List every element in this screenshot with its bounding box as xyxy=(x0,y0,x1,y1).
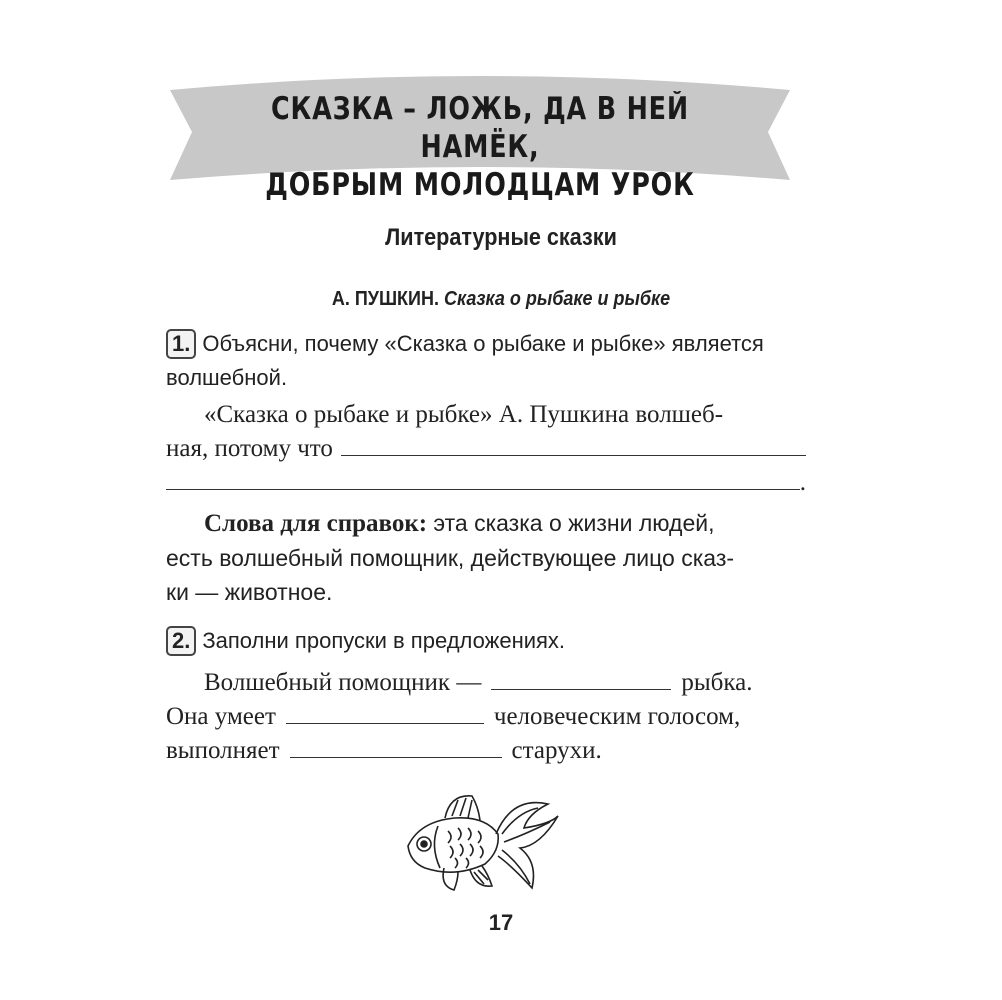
task-2-number: 2. xyxy=(166,626,196,656)
author-name: А. ПУШКИН. xyxy=(331,288,439,310)
task-1-answer: «Сказка о рыбаке и рыбке» А. Пушкина волшеб- ная, потому что . xyxy=(166,398,806,500)
page-number: 17 xyxy=(488,910,514,935)
task-2-prompt-text: Заполни пропуски в предложениях. xyxy=(202,628,566,653)
sentence-3-end: старухи. xyxy=(511,737,602,764)
goldfish-drawing xyxy=(400,776,560,896)
sentence-1-end: рыбка. xyxy=(681,669,753,696)
banner-line-2: ДОБРЫМ МОЛОДЦАМ УРОК xyxy=(265,167,695,203)
hint-line-3: ки — животное. xyxy=(166,579,333,605)
sentence-2-start: Она умеет xyxy=(166,703,276,730)
task-1-answer-line-2: ная, потому что xyxy=(166,435,333,462)
task-1-answer-line-1: «Сказка о рыбаке и рыбке» А. Пушкина волшеб- xyxy=(204,401,724,428)
task-1-prompt-line-2: волшебной. xyxy=(166,365,288,390)
blank-helper[interactable] xyxy=(491,669,671,690)
task-1-number: 1. xyxy=(166,329,196,359)
sentence-2-end: человеческим голосом, xyxy=(493,703,741,730)
work-title: Сказка о рыбаке и рыбке xyxy=(443,288,671,310)
banner-text xyxy=(226,90,734,204)
sentence-3-start: выполняет xyxy=(166,737,280,764)
task-2-prompt xyxy=(166,624,806,658)
task-1-prompt-line-1: Объясни, почему «Сказка о рыбаке и рыбке» является xyxy=(202,331,764,356)
task-1-hint xyxy=(166,506,806,609)
answer-blank-1[interactable] xyxy=(341,435,806,456)
hint-line-2: есть волшебный помощник, действующее лицо сказ- xyxy=(166,545,735,571)
section-title: Литературные сказки xyxy=(385,224,617,251)
task-1-prompt xyxy=(166,327,806,395)
work-subtitle xyxy=(50,288,952,311)
answer-blank-2[interactable] xyxy=(166,469,800,490)
blank-ability[interactable] xyxy=(286,703,484,724)
blank-wishes[interactable] xyxy=(290,737,502,758)
title-banner xyxy=(170,68,790,203)
task-2-sentences xyxy=(166,666,806,768)
hint-label: Слова для справок: xyxy=(204,510,428,537)
hint-line-1: эта сказка о жизни людей, xyxy=(433,510,715,536)
banner-line-1: СКАЗКА – ЛОЖЬ, ДА В НЕЙ НАМЁК, xyxy=(271,91,689,165)
sentence-1-start: Волшебный помощник — xyxy=(204,669,482,696)
